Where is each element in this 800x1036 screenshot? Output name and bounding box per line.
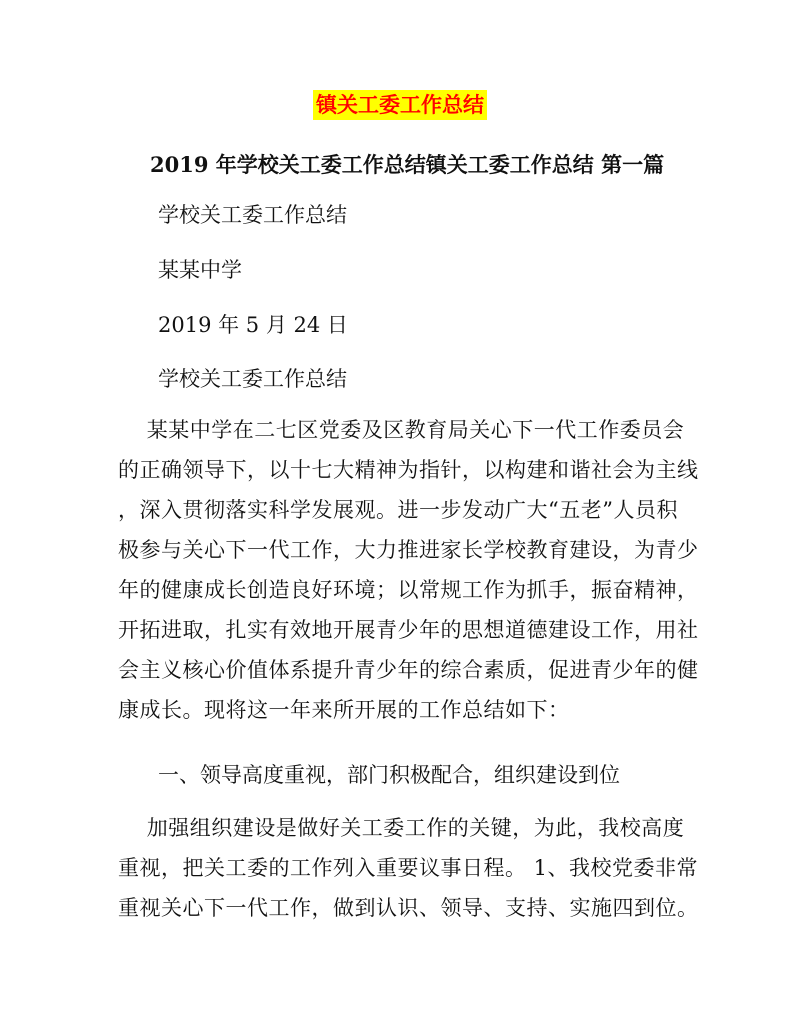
paragraph-line: 重视，把关工委的工作列入重要议事日程。 1、我校党委非常	[118, 856, 699, 880]
paragraph-line: 会主义核心价值体系提升青少年的综合素质，促进青少年的健	[118, 658, 699, 682]
section-heading: 一、领导高度重视，部门积极配合，组织建设到位	[158, 763, 620, 787]
header-line-date: 2019 年 5 月 24 日	[158, 313, 348, 337]
paragraph-organization	[118, 808, 699, 928]
paragraph-line: ，深入贯彻落实科学发展观。进一步发动广大“五老”人员积	[118, 498, 678, 522]
header-line-school: 某某中学	[158, 258, 242, 282]
paragraph-line: 开拓进取，扎实有效地开展青少年的思想道德建设工作，用社	[118, 618, 699, 642]
document-subtitle: 2019 年学校关工委工作总结镇关工委工作总结 第一篇	[150, 152, 665, 177]
paragraph-line: 某某中学在二七区党委及区教育局关心下一代工作委员会	[118, 418, 685, 442]
header-line-title-repeat: 学校关工委工作总结	[158, 367, 347, 391]
paragraph-intro	[118, 410, 699, 730]
document-title: 镇关工委工作总结	[313, 90, 487, 120]
paragraph-line: 加强组织建设是做好关工委工作的关键，为此，我校高度	[118, 816, 685, 840]
paragraph-line: 重视关心下一代工作，做到认识、领导、支持、实施四到位。	[118, 896, 699, 920]
paragraph-line: 的正确领导下，以十七大精神为指针，以构建和谐社会为主线	[118, 458, 699, 482]
header-line-title: 学校关工委工作总结	[158, 203, 347, 227]
title-container	[0, 90, 800, 120]
paragraph-line: 康成长。现将这一年来所开展的工作总结如下：	[118, 698, 570, 722]
paragraph-line: 极参与关心下一代工作，大力推进家长学校教育建设，为青少	[118, 538, 699, 562]
paragraph-line: 年的健康成长创造良好环境；以常规工作为抓手，振奋精神，	[118, 578, 699, 602]
